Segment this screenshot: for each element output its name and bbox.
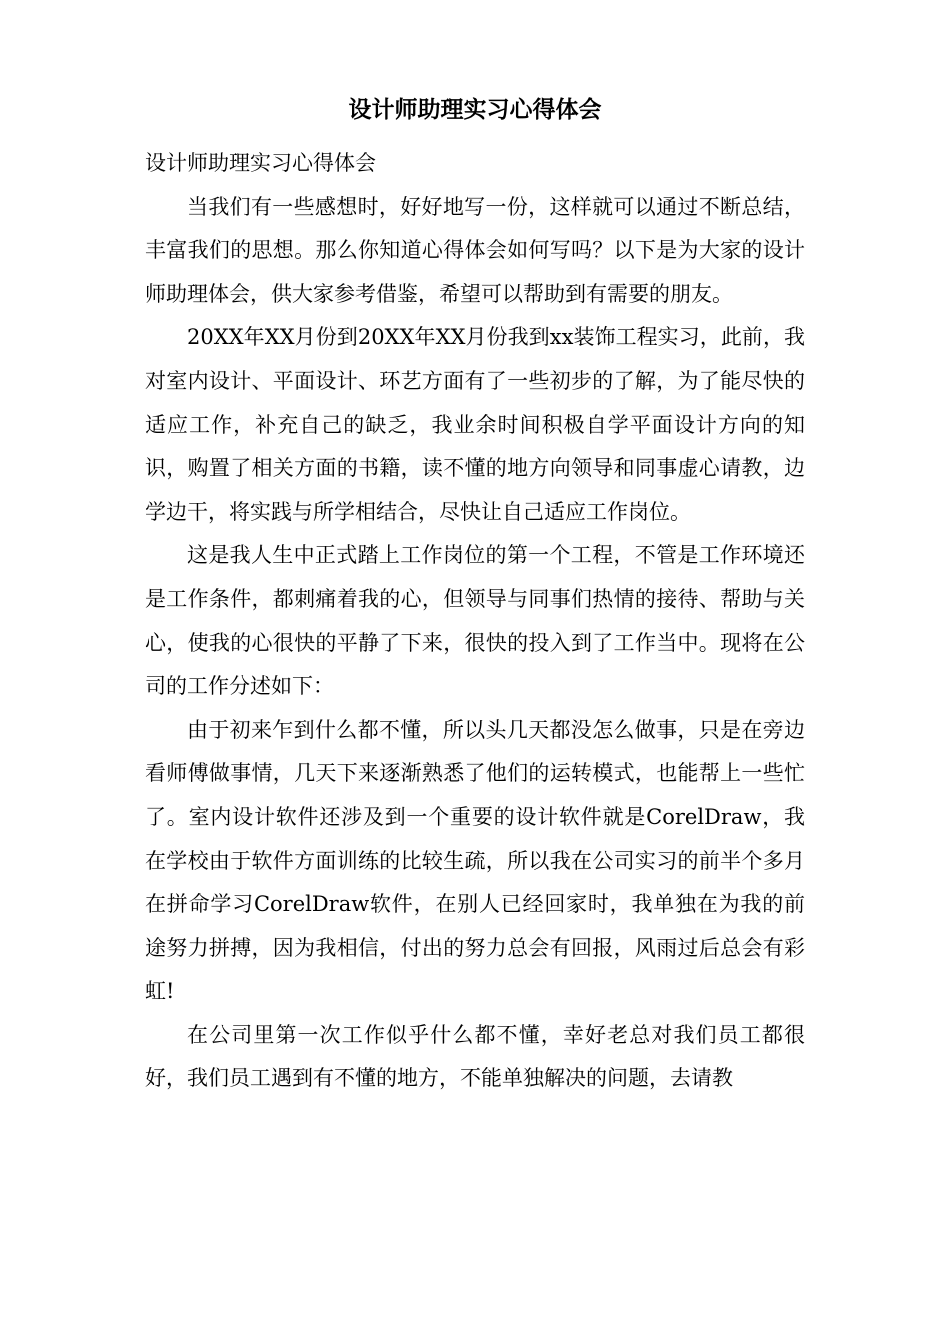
paragraph-company-support: 在公司里第一次工作似乎什么都不懂，幸好老总对我们员工都很好，我们员工遇到有不懂的地方，不能单独解决的问题，去请教	[145, 1022, 805, 1091]
paragraph-intro: 当我们有一些感想时，好好地写一份，这样就可以通过不断总结，丰富我们的思想。那么你知道心得体会如何写吗？以下是为大家的设计师助理体会，供大家参考借鉴，希望可以帮助到有需要的朋友。	[145, 194, 805, 306]
document-body	[145, 142, 805, 1101]
document-title: 设计师助理实习心得体会	[348, 96, 602, 123]
paragraph-first-job: 这是我人生中正式踏上工作岗位的第一个工程，不管是工作环境还是工作条件，都刺痛着我的心，但领导与同事们热情的接待、帮助与关心，使我的心很快的平静了下来，很快的投入到了工作当中。现将在公司的工作分述如下：	[145, 543, 805, 699]
document-subtitle: 设计师助理实习心得体会	[145, 151, 376, 175]
paragraph-internship-period: 20XX年XX月份到20XX年XX月份我到xx装饰工程实习，此前，我对室内设计、平面设计、环艺方面有了一些初步的了解，为了能尽快的适应工作，补充自己的缺乏，我业余时间积极自学平面设计方向的知识，购置了相关方面的书籍，读不懂的地方向领导和同事虚心请教，边学边干，将实践与所学相结合，尽快让自己适应工作岗位。	[145, 325, 805, 524]
paragraph-learning-coreldraw: 由于初来乍到什么都不懂，所以头几天都没怎么做事，只是在旁边看师傅做事情，几天下来逐渐熟悉了他们的运转模式，也能帮上一些忙了。室内设计软件还涉及到一个重要的设计软件就是CorelDraw，我在学校由于软件方面训练的比较生疏，所以我在公司实习的前半个多月在拼命学习CorelDraw软件，在别人已经回家时，我单独在为我的前途努力拼搏，因为我相信，付出的努力总会有回报，风雨过后总会有彩虹!	[145, 717, 805, 1004]
